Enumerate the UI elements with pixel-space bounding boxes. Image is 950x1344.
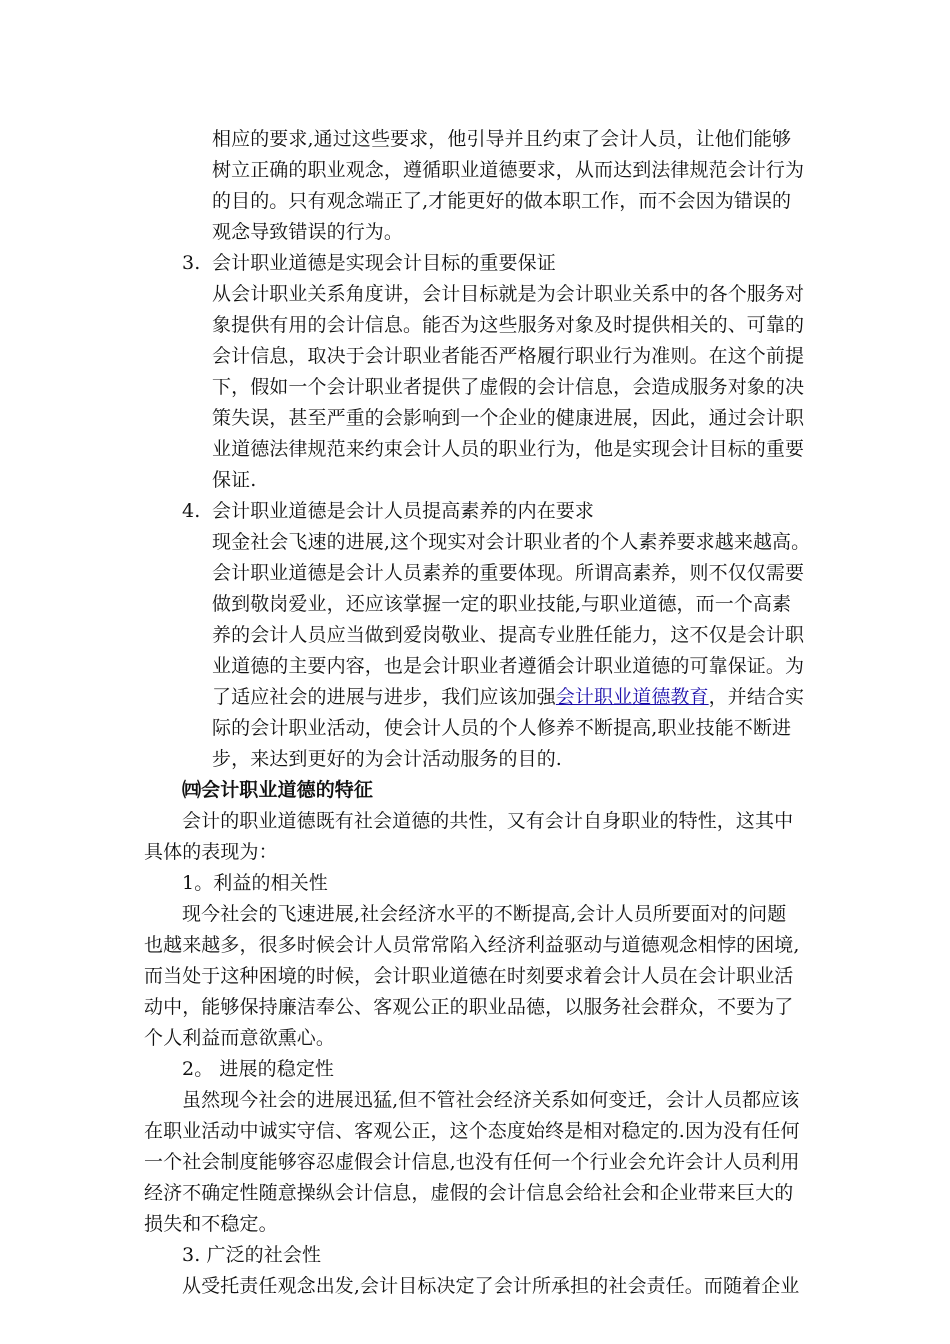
list-item-heading [182, 250, 556, 277]
list-item-heading [182, 498, 594, 525]
paragraph-line: 际的会计职业活动，使会计人员的个人修养不断提高,职业技能不断进 [212, 717, 792, 739]
paragraph-line: 做到敬岗爱业，还应该掌握一定的职业技能,与职业道德，而一个高素 [212, 593, 792, 615]
paragraph-line: 从受托责任观念出发,会计目标决定了会计所承担的社会责任。而随着企业 [182, 1275, 800, 1297]
paragraph-line: 的目的。只有观念端正了,才能更好的做本职工作，而不会因为错误的 [212, 190, 792, 212]
paragraph-line: 树立正确的职业观念，遵循职业道德要求，从而达到法律规范会计行为 [212, 159, 805, 181]
paragraph-line: 下，假如一个会计职业者提供了虚假的会计信息，会造成服务对象的决 [212, 376, 805, 398]
list-item-title: 会计职业道德是实现会计目标的重要保证 [212, 252, 556, 274]
paragraph-line: 观念导致错误的行为。 [212, 221, 404, 243]
paragraph-line: 具体的表现为： [144, 841, 278, 863]
paragraph-line: 虽然现今社会的进展迅猛,但不管社会经济关系如何变迁，会计人员都应该 [182, 1089, 800, 1111]
feature-title: 2。 进展的稳定性 [182, 1058, 335, 1080]
paragraph-line: 现金社会飞速的进展,这个现实对会计职业者的个人素养要求越来越高。 [212, 531, 811, 553]
paragraph-line-with-link [212, 684, 804, 711]
paragraph-line: 象提供有用的会计信息。能否为这些服务对象及时提供相关的、可靠的 [212, 314, 805, 336]
paragraph-line: 会计职业道德是会计人员素养的重要体现。所谓高素养，则不仅仅需要 [212, 562, 805, 584]
paragraph-line: 保证. [212, 469, 257, 491]
paragraph-line: 损失和不稳定。 [144, 1213, 278, 1235]
paragraph-line: 个人利益而意欲熏心。 [144, 1027, 336, 1049]
paragraph-line: 业道德的主要内容，也是会计职业者遵循会计职业道德的可靠保证。为 [212, 655, 805, 677]
paragraph-line: 步，来达到更好的为会计活动服务的目的. [212, 748, 562, 770]
paragraph-line: 从会计职业关系角度讲，会计目标就是为会计职业关系中的各个服务对 [212, 283, 805, 305]
list-item-number: 4. [182, 500, 201, 522]
paragraph-line: 相应的要求,通过这些要求，他引导并且约束了会计人员，让他们能够 [212, 128, 792, 150]
feature-title: 1。利益的相关性 [182, 872, 328, 894]
paragraph-text: 了适应社会的进展与进步，我们应该加强 [212, 686, 556, 708]
paragraph-line: 策失误，甚至严重的会影响到一个企业的健康进展，因此，通过会计职 [212, 407, 805, 429]
paragraph-line: 经济不确定性随意操纵会计信息，虚假的会计信息会给社会和企业带来巨大的 [144, 1182, 794, 1204]
paragraph-text: ，并结合实 [708, 686, 805, 708]
paragraph-line: 会计信息，取决于会计职业者能否严格履行职业行为准则。在这个前提 [212, 345, 805, 367]
list-item-title: 会计职业道德是会计人员提高素养的内在要求 [212, 500, 595, 522]
paragraph-line: 现今社会的飞速进展,社会经济水平的不断提高,会计人员所要面对的问题 [182, 903, 787, 925]
paragraph-line: 一个社会制度能够容忍虚假会计信息,也没有任何一个行业会允许会计人员利用 [144, 1151, 800, 1173]
paragraph-line: 养的会计人员应当做到爱岗敬业、提高专业胜任能力，这不仅是会计职 [212, 624, 805, 646]
section-heading: ㈣会计职业道德的特征 [182, 779, 374, 801]
paragraph-line: 动中，能够保持廉洁奉公、客观公正的职业品德，以服务社会群众，不要为了 [144, 996, 794, 1018]
paragraph-line: 也越来越多，很多时候会计人员常常陷入经济利益驱动与道德观念相悖的困境, [144, 934, 800, 956]
list-item-number: 3. [182, 252, 201, 274]
feature-title: 3. 广泛的社会性 [182, 1244, 322, 1266]
paragraph-line: 业道德法律规范来约束会计人员的职业行为，他是实现会计目标的重要 [212, 438, 805, 460]
paragraph-line: 而当处于这种困境的时候，会计职业道德在时刻要求着会计人员在会计职业活 [144, 965, 794, 987]
paragraph-line: 在职业活动中诚实守信、客观公正，这个态度始终是相对稳定的.因为没有任何 [144, 1120, 800, 1142]
paragraph-line: 会计的职业道德既有社会道德的共性，又有会计自身职业的特性，这其中 [182, 810, 794, 832]
ethics-education-link[interactable]: 会计职业道德教育 [555, 686, 709, 708]
